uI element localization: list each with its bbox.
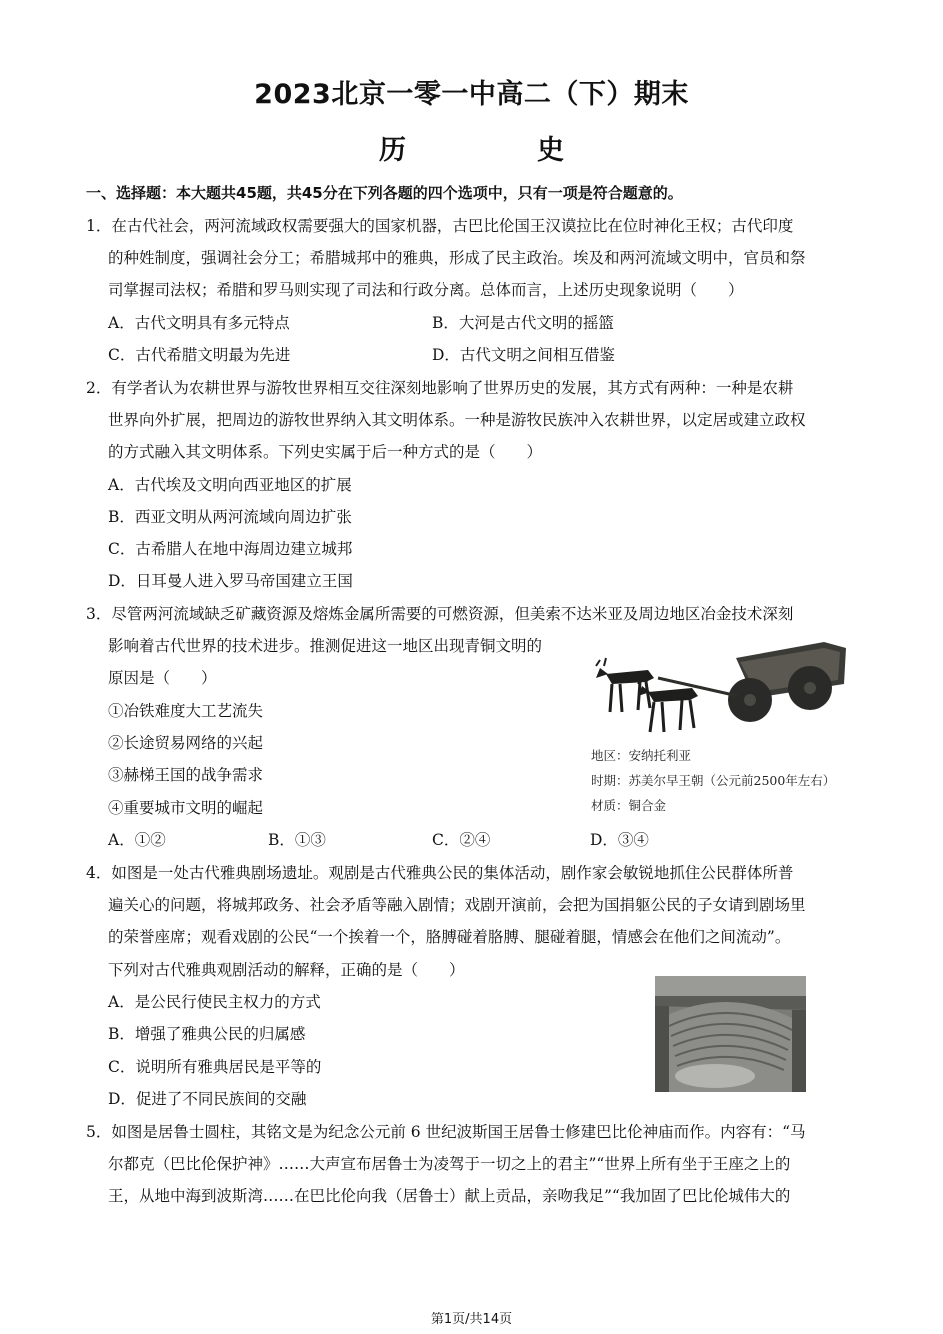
statement-3: ③赫梯王国的战争需求 [108,766,264,784]
figure-caption-material: 材质：铜合金 [591,798,667,813]
statement-2: ②长途贸易网络的兴起 [108,734,264,752]
option-d: D．促进了不同民族间的交融 [108,1090,307,1108]
option-b: B．西亚文明从两河流域向周边扩张 [108,508,352,526]
question-text-line: 5．如图是居鲁士圆柱，其铭文是为纪念公元前 6 世纪波斯国王居鲁士修建巴比伦神庙而作。内容有：“马 [86,1123,806,1141]
option-d: D．日耳曼人进入罗马帝国建立王国 [108,572,353,590]
question-text-line: 4．如图是一处古代雅典剧场遗址。观剧是古代雅典公民的集体活动，剧作家会敏锐地抓住公民群体所普 [86,864,794,882]
question-text-line: 2．有学者认为农耕世界与游牧世界相互交往深刻地影响了世界历史的发展，其方式有两种：一种是农耕 [86,379,794,397]
option-a: A．古代文明具有多元特点 [108,314,290,332]
figure-caption-region: 地区：安纳托利亚 [591,748,692,763]
question-text-line: 尔都克（巴比伦保护神》……大声宣布居鲁士为凌驾于一切之上的君主”“世界上所有坐于王座之上的 [108,1155,791,1173]
ancient-theatre-photo [655,976,806,1092]
option-d: D．③④ [590,831,649,849]
option-a: A．①② [108,831,166,849]
exam-subject: 历 史 [379,135,616,166]
section-heading: 一、选择题：本大题共45题，共45分在下列各题的四个选项中，只有一项是符合题意的。 [86,184,683,202]
figure-caption-period: 时期：苏美尔早王朝（公元前2500年左右） [591,773,836,788]
question-text-line: 王，从地中海到波斯湾……在巴比伦向我（居鲁士）献上贡品，亲吻我足”“我加固了巴比伦城伟大的 [108,1187,791,1205]
page-number: 第1页/共14页 [430,1312,513,1327]
question-text-line: 遍关心的问题，将城邦政务、社会矛盾等融入剧情；戏剧开演前，会把为国捐躯公民的子女请到剧场里 [108,896,806,914]
exam-title: 2023北京一零一中高二（下）期末 [254,79,689,110]
option-c: C．②④ [432,831,491,849]
bronze-chariot-image [588,638,850,740]
question-text-line: 原因是（ ） [108,669,217,687]
question-text-line: 3．尽管两河流域缺乏矿藏资源及熔炼金属所需要的可燃资源，但美索不达米亚及周边地区冶金技术深刻 [86,605,794,623]
question-text-line: 世界向外扩展，把周边的游牧世界纳入其文明体系。一种是游牧民族冲入农耕世界，以定居或建立政权 [108,411,806,429]
question-text-line: 的方式融入其文明体系。下列史实属于后一种方式的是（ ） [108,443,543,461]
option-b: B．①③ [268,831,326,849]
option-a: A．古代埃及文明向西亚地区的扩展 [108,476,352,494]
question-text-line: 的荣誉座席；观看戏剧的公民“一个挨着一个，胳膊碰着胳膊、腿碰着腿，情感会在他们之间流动”。 [108,928,791,946]
option-c: C．古希腊人在地中海周边建立城邦 [108,540,353,558]
question-text-line: 的种姓制度，强调社会分工；希腊城邦中的雅典，形成了民主政治。埃及和两河流域文明中，官员和祭 [108,249,806,267]
question-text-line: 1．在古代社会，两河流域政权需要强大的国家机器，古巴比伦国王汉谟拉比在位时神化王权；古代印度 [86,217,794,235]
option-c: C．古代希腊文明最为先进 [108,346,291,364]
statement-4: ④重要城市文明的崛起 [108,799,264,817]
option-b: B．大河是古代文明的摇篮 [432,314,614,332]
question-text-line: 下列对古代雅典观剧活动的解释，正确的是（ ） [108,961,465,979]
option-a: A．是公民行使民主权力的方式 [108,993,321,1011]
question-text-line: 司掌握司法权；希腊和罗马则实现了司法和行政分离。总体而言，上述历史现象说明（ ） [108,281,744,299]
statement-1: ①冶铁难度大工艺流失 [108,702,264,720]
option-c: C．说明所有雅典居民是平等的 [108,1058,322,1076]
option-b: B．增强了雅典公民的归属感 [108,1025,306,1043]
option-d: D．古代文明之间相互借鉴 [432,346,615,364]
question-text-line: 影响着古代世界的技术进步。推测促进这一地区出现青铜文明的 [108,637,543,655]
